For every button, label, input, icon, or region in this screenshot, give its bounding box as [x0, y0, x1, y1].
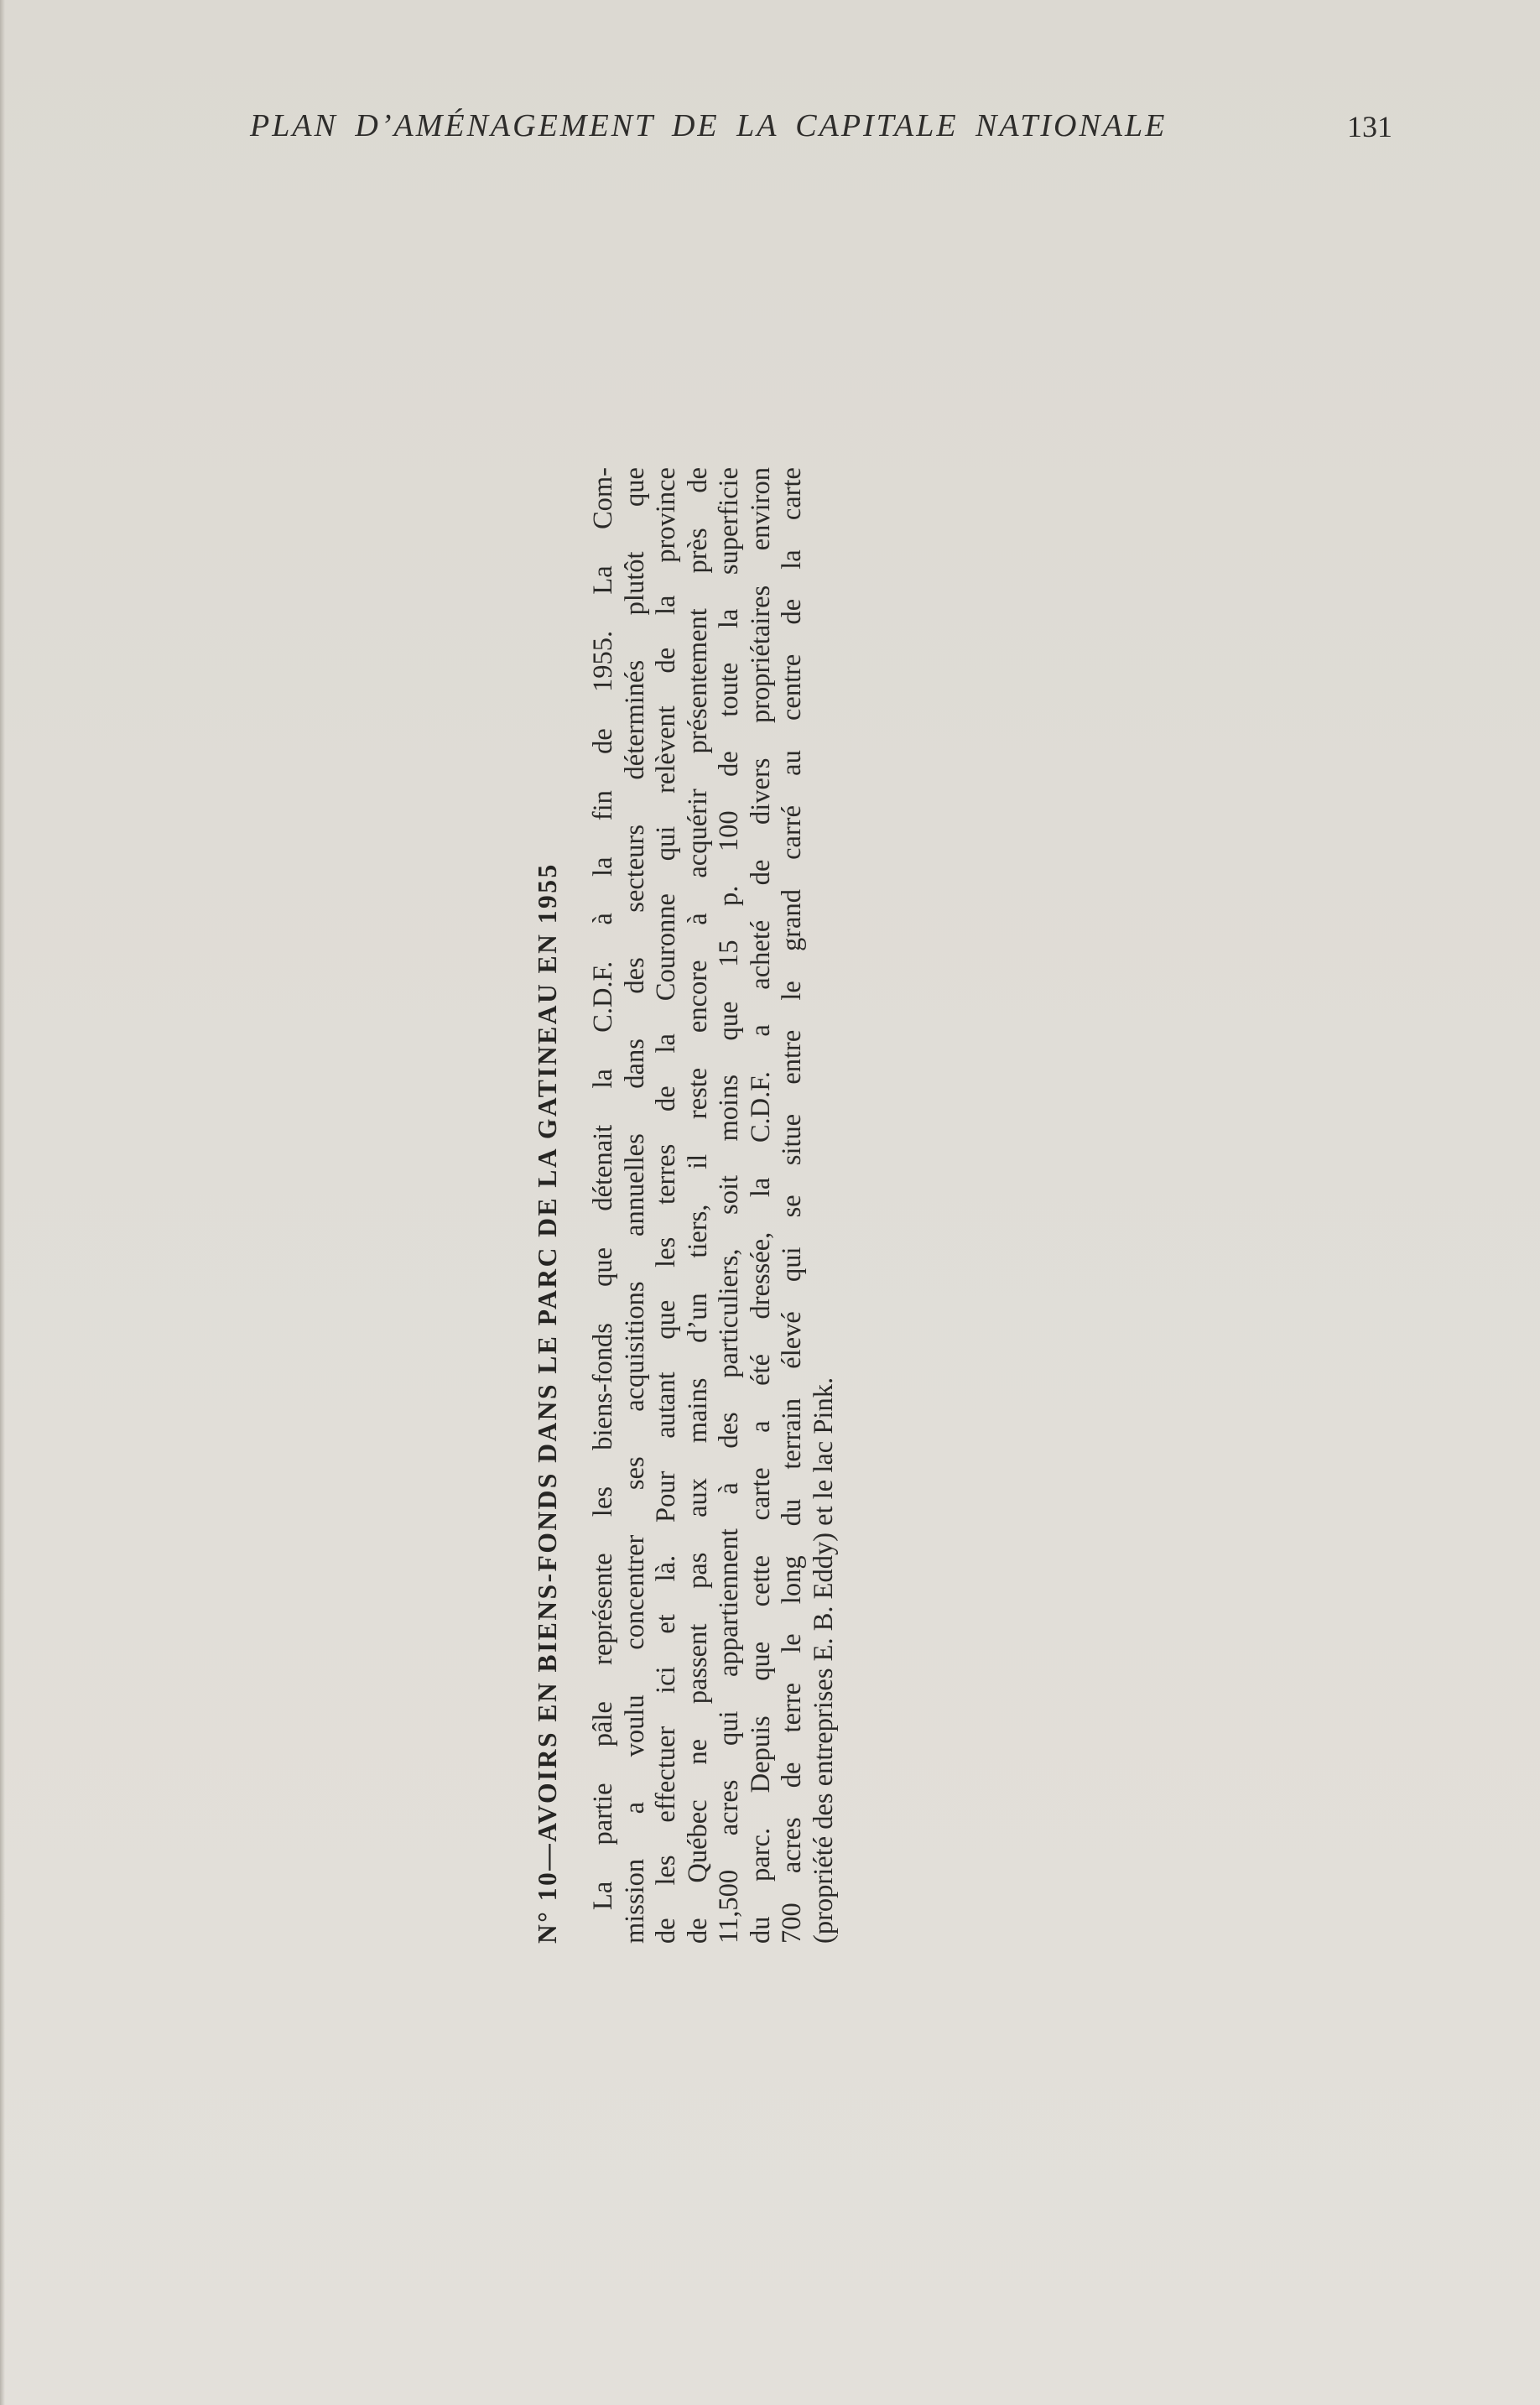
- caption-line: du parc. Depuis que cette carte a été dressée, la C.D.F. a acheté de divers propriétaires environ: [745, 467, 776, 1944]
- caption-body: [588, 467, 840, 1944]
- caption-line: mission a voulu concentrer ses acquisitions annuelles dans des secteurs déterminés plutôt que: [619, 467, 650, 1944]
- caption-line: La partie pâle représente les biens-fonds que détenait la C.D.F. à la fin de 1955. La Com-: [588, 467, 618, 1910]
- caption-title: N° 10—AVOIRS EN BIENS-FONDS DANS LE PARC DE LA GATINEAU EN 1955: [533, 862, 562, 1944]
- caption-line: 700 acres de terre le long du terrain élevé qui se situe entre le grand carré au centre de la carte: [777, 467, 807, 1944]
- rotated-caption-block: [531, 467, 866, 1944]
- running-head-title: PLAN D’AMÉNAGEMENT DE LA CAPITALE NATIONALE: [250, 108, 1168, 143]
- caption-line: 11,500 acres qui appartiennent à des particuliers, soit moins que 15 p. 100 de toute la superficie: [714, 467, 744, 1944]
- caption-line: (propriété des entreprises E. B. Eddy) et le lac Pink.: [808, 1377, 839, 1944]
- page-number: 131: [1347, 110, 1392, 143]
- caption-line: de Québec ne passent pas aux mains d’un tiers, il reste encore à acquérir présentement près de: [682, 467, 713, 1944]
- page-edge-shadow: [0, 0, 5, 2405]
- caption-line: de les effectuer ici et là. Pour autant que les terres de la Couronne qui relèvent de la province: [651, 467, 681, 1944]
